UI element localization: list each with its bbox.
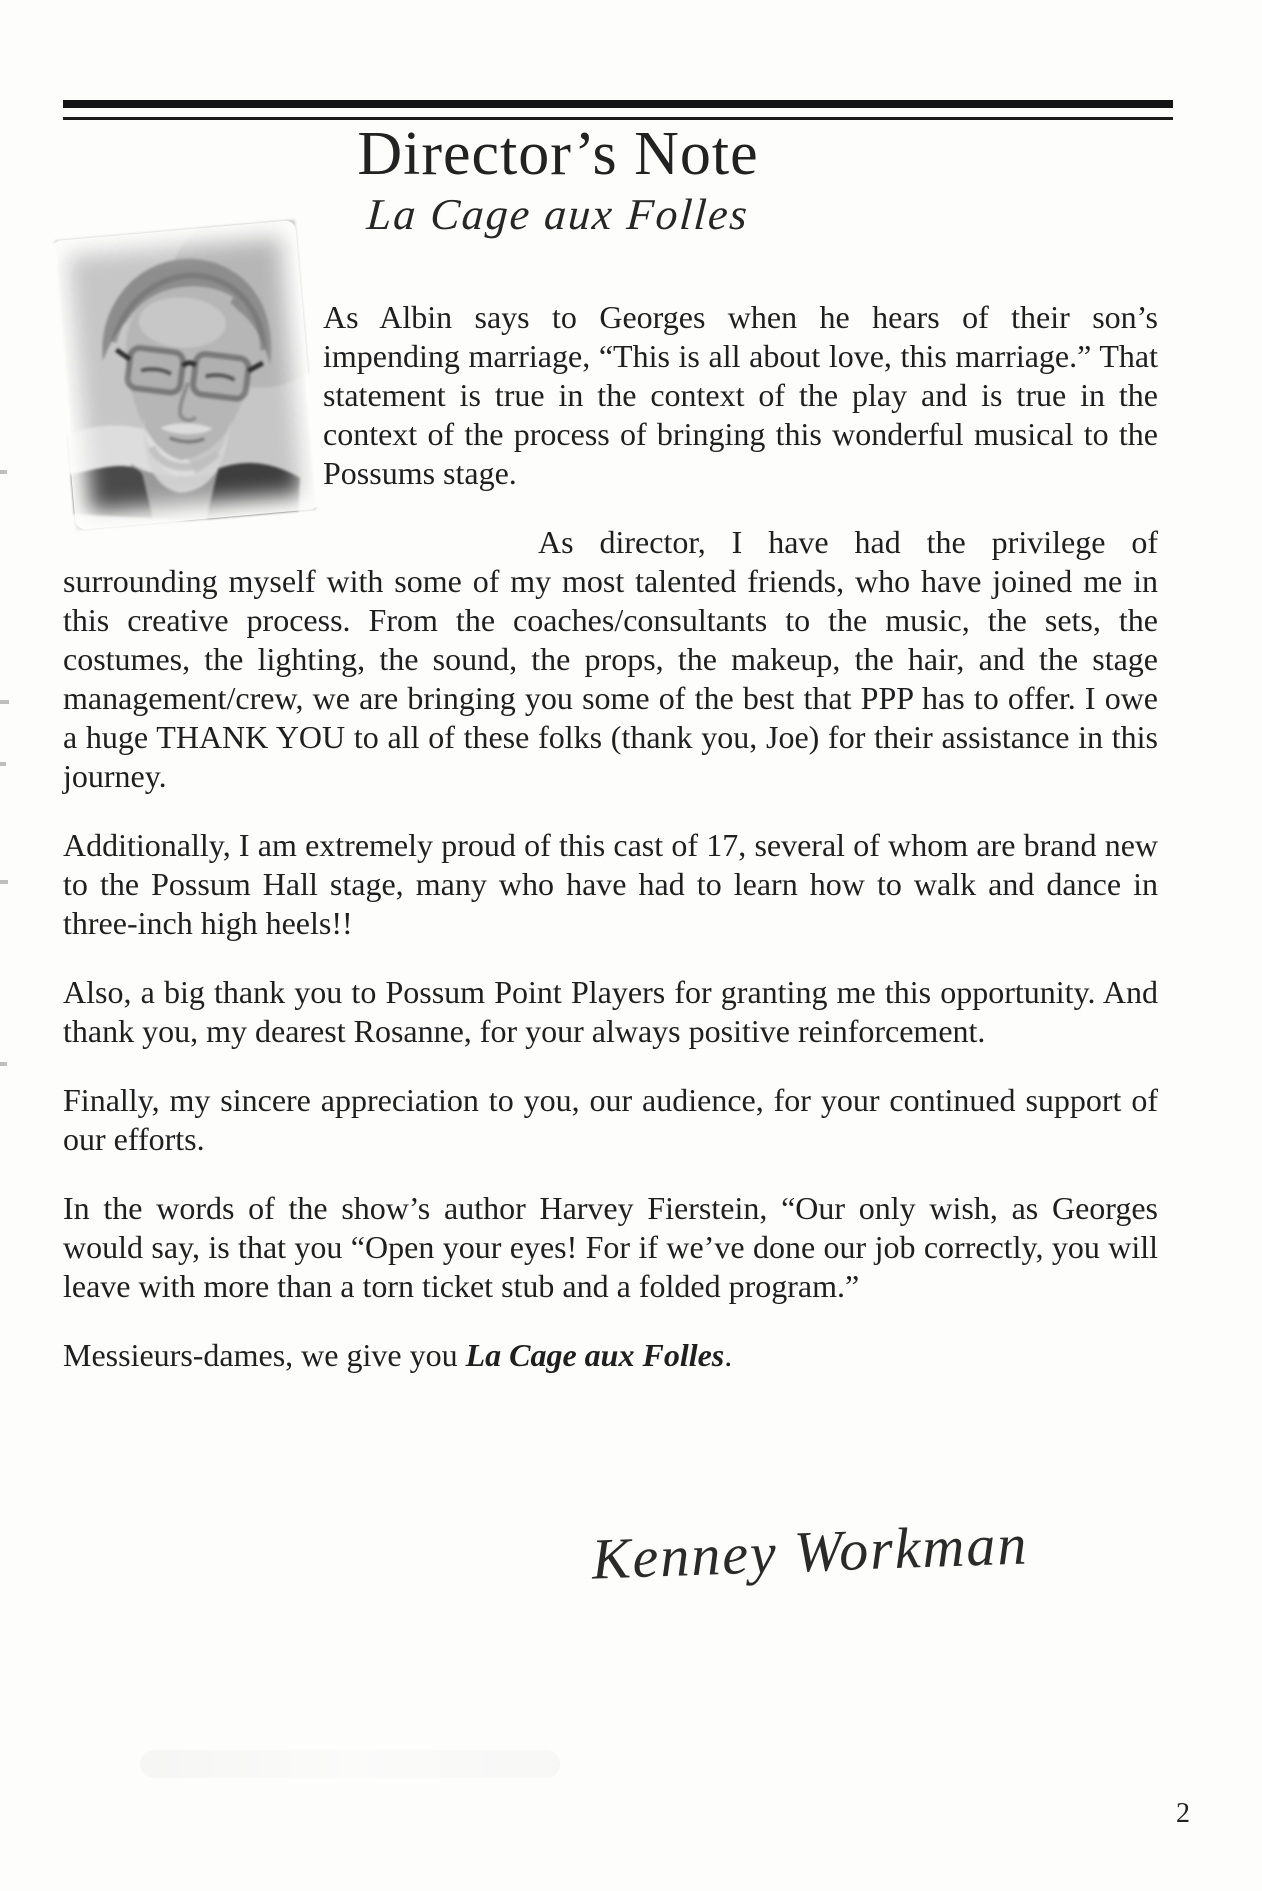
page-title: Director’s Note	[357, 120, 759, 188]
paragraph-fierstein-quote: In the words of the show’s author Harvey Fierstein, “Our only wish, as Georges would say, is that you “Open your eyes! For if we’ve done our job correctly, you will leave with more than a torn ticket stub and a folded program.”	[63, 1190, 1158, 1304]
page-header	[63, 122, 1053, 240]
note-body	[63, 230, 1158, 1375]
rule-thick	[63, 100, 1173, 108]
show-subtitle: La Cage aux Folles	[365, 190, 751, 240]
header-double-rule	[63, 100, 1173, 120]
closing-prefix: Messieurs-dames, we give you	[63, 1337, 466, 1373]
page-number: 2	[1176, 1798, 1190, 1829]
closing-line	[63, 1336, 1158, 1375]
paragraph-intro: As Albin says to Georges when he hears of their son’s impending marriage, “This is all about love, this marriage.” That statement is true in the context of the play and is true in the context of the process of bringing this wonderful musical to the Possums stage.	[323, 299, 1158, 491]
scan-artifact	[0, 1062, 7, 1066]
closing-suffix: .	[724, 1337, 733, 1373]
director-portrait-illustration	[51, 220, 320, 530]
paragraph-thanks-ppp: Also, a big thank you to Possum Point Players for granting me this opportunity. And thank you, my dearest Rosanne, for your always positive reinforcement.	[63, 974, 1158, 1049]
director-signature: Kenney Workman	[590, 1511, 1030, 1592]
show-title: La Cage aux Folles	[465, 1337, 725, 1373]
scan-smudge	[140, 1750, 560, 1778]
scan-artifact	[0, 762, 6, 766]
paragraph-cast: Additionally, I am extremely proud of this cast of 17, several of whom are brand new to the Possum Hall stage, many who have had to learn how to walk and dance in three-inch high heels!!	[63, 827, 1158, 941]
director-portrait-photo	[51, 220, 320, 530]
scan-artifact	[0, 700, 9, 704]
paragraph-audience: Finally, my sincere appreciation to you, our audience, for your continued support of our efforts.	[63, 1082, 1158, 1157]
paragraph-as-director: As director, I have had the privilege of surrounding myself with some of my most talented friends, who have joined me in this creative process. From the coaches/consultants to the music, the sets, the costumes, the lighting, the sound, the props, the makeup, the hair, and the stage management/crew, we are bringing you some of the best that PPP has to offer. I owe a huge THANK YOU to all of these folks (thank you, Joe) for their assistance in this journey.	[63, 524, 1158, 794]
scan-artifact	[0, 880, 8, 884]
scan-artifact	[0, 470, 7, 474]
